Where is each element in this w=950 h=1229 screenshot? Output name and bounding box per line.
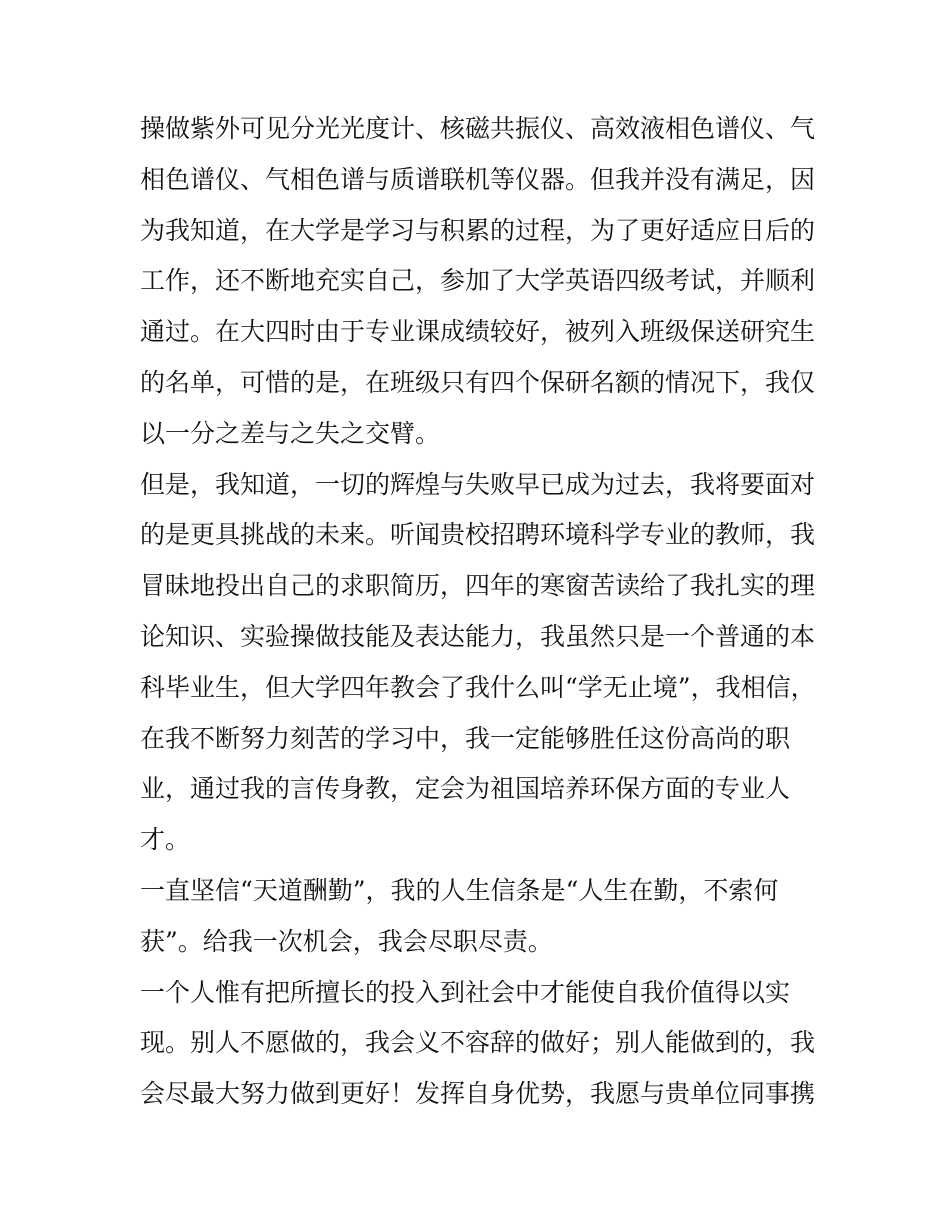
text-line: 相色谱仪、气相色谱与质谱联机等仪器。但我并没有满足，因 [140,164,816,194]
text-line: 为我知道，在大学是学习与积累的过程，为了更好适应日后的 [140,215,816,245]
text-line: 通过。在大四时由于专业课成绩较好，被列入班级保送研究生 [140,317,816,347]
paragraph-3 [140,866,820,968]
text-line: 但是，我知道，一切的辉煌与失败早已成为过去，我将要面对 [140,469,816,499]
text-line: 冒昧地投出自己的求职简历，四年的寒窗苦读给了我扎实的理 [140,571,816,601]
text-line: 的是更具挑战的未来。听闻贵校招聘环境科学专业的教师，我 [140,520,816,550]
text-line: 会尽最大努力做到更好！发挥自身优势，我愿与贵单位同事携 [140,1079,816,1109]
text-line: 获”。给我一次机会，我会尽职尽责。 [140,926,553,956]
text-line: 业，通过我的言传身教，定会为祖国培养环保方面的专业人 [140,774,791,804]
text-line: 现。别人不愿做的，我会义不容辞的做好；别人能做到的，我 [140,1028,816,1058]
document-body [140,104,820,1120]
text-line: 一个人惟有把所擅长的投入到社会中才能使自我价值得以实 [140,977,791,1007]
paragraph-4 [140,968,820,1120]
paragraph-1 [140,104,820,460]
text-line: 的名单，可惜的是，在班级只有四个保研名额的情况下，我仅 [140,367,816,397]
text-line: 一直坚信“天道酬勤”，我的人生信条是“人生在勤，不索何 [140,875,779,905]
text-line: 在我不断努力刻苦的学习中，我一定能够胜任这份高尚的职 [140,723,791,753]
text-line: 科毕业生，但大学四年教会了我什么叫“学无止境”，我相信， [140,672,816,702]
text-line: 以一分之差与之失之交臂。 [140,418,441,448]
text-line: 工作，还不断地充实自己，参加了大学英语四级考试，并顺利 [140,266,816,296]
text-line: 才。 [140,825,191,855]
text-line: 操做紫外可见分光光度计、核磁共振仪、高效液相色谱仪、气 [140,114,816,143]
text-line: 论知识、实验操做技能及表达能力，我虽然只是一个普通的本 [140,621,816,651]
paragraph-2 [140,460,820,866]
